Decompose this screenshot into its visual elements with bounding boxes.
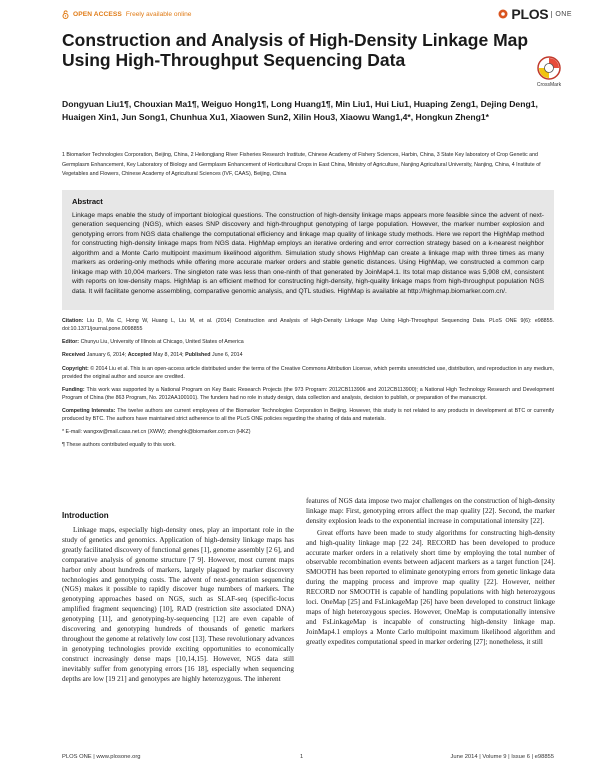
open-access-lock-icon — [62, 10, 69, 19]
intro-paragraph-1: Linkage maps, especially high-density ones, play an important role in the study of genetics and genomics. Application of high-density linkage maps has greatly facilitated discovery of functional genes [1], genome assembly [2 6], and comparative analysis of genome structure [7 9]. However, most current maps harbor only about hundreds of markers, largely plagued by marker discovery technologies and genotyping costs. The advent of next-generation sequencing (NGS) makes it possible to rapidly discover huge numbers of markers. The genotyping approaches based on NGS, such as SLAF-seq (specific-locus amplified fragment sequencing) [10], RAD (restriction site associated DNA) genotyping [11], and genotyping-by-sequencing [12] are even capable of discovering and genotyping hundreds of thousands of genetic markers throughout the genome at relatively low cost [13]. These revolutionary advances in genotyping technologies provide exciting opportunities to economically construct increasingly dense maps [10,14,15]. However, NGS data still inevitably suffer from genotyping errors [16 18], especially when sequencing depths are low [19 21] and genotypes are highly heterozygous. The inherent — [62, 526, 294, 683]
author-list: Dongyuan Liu1¶, Chouxian Ma1¶, Weiguo Hong1¶, Long Huang1¶, Min Liu1, Hui Liu1, Huaping Zeng1, Dejing Deng1, Huaigen Xin1, Jun Song1, Chunhua Xu1, Xiaowen Sun2, Xilin Hou3, Xiaowu Wang1,4*, Hongkun Zheng1* — [62, 99, 538, 122]
body-column-right — [306, 497, 555, 648]
competing-interests — [62, 407, 554, 423]
accepted-date: May 8, 2014; — [153, 352, 184, 359]
body-column-left — [62, 505, 294, 685]
crossmark-badge[interactable] — [530, 56, 568, 88]
editor — [62, 338, 554, 346]
received-label: Received — [62, 352, 86, 359]
page-footer — [62, 754, 554, 760]
affiliations: 1 Biomarker Technologies Corporation, Beijing, China, 2 Heilongjiang River Fisheries Research Institute, Chinese Academy of Fishery Sciences, Harbin, China, 3 State Key laboratory of Crop Genetic and Germplasm Enhancement, Key Laboratory of Biology and Germplasm Enhancement of Horticultural Crops in East China, Ministry of Agriculture, Nanjing Agricultural University, Nanjing, China, 4 Institute of Vegetables and Flowers, Chinese Academy of Agricultural Sciences (IVF, CAAS), Beijing, China — [62, 152, 541, 178]
published-date: June 6, 2014 — [211, 352, 243, 359]
abstract-heading: Abstract — [72, 197, 103, 206]
abstract-text: Linkage maps enable the study of important biological questions. The construction of high-density linkage maps appears more feasible since the advent of next-generation sequencing (NGS), which eases SNP discovery and high-throughput genotyping of large population. However, the marker number explosion and genotyping errors from NGS data challenge the computational efficiency and linkage map quality of linkage study methods. Here we report the HighMap method for constructing high-density linkage maps from NGS data. HighMap employs an iterative ordering and error correction strategy based on a k-nearest neighbor algorithm and a Monte Carlo multipoint maximum likelihood algorithm. Simulation study shows HighMap can create a linkage map with three times as many markers as ordering-only methods while offering more accurate marker orders and stable genetic distances. Using HighMap, we constructed a common carp linkage map with 10,004 markers. The singleton rate was less than one-ninth of that generated by JoinMap4.1. Its total map distance was 5,908 cM, consistent with reports on low-density maps. HighMap is an efficient method for constructing high-density, high-quality linkage maps from high-throughput population NGS data. It will facilitate genome assembling, comparative genomic analysis, and QTL studies. HighMap is available at http://highmap.biomarker.com.cn/. — [72, 212, 544, 295]
equal-contribution-note: ¶ These authors contributed equally to this work. — [62, 442, 176, 449]
competing-label: Competing Interests: — [62, 407, 116, 414]
abstract-box — [62, 190, 554, 310]
journal-name: PLOS — [511, 6, 549, 22]
open-access-label: OPEN ACCESS — [73, 11, 122, 18]
correspondence-email: * E-mail: wangxw@mail.caas.net.cn (XWW); zhenghk@biomarker.com.cn (HKZ) — [62, 429, 251, 436]
plos-logo-icon — [498, 9, 508, 19]
footer-journal: PLOS ONE | www.plosone.org — [62, 754, 141, 760]
open-access-badge — [62, 10, 191, 19]
editor-label: Editor: — [62, 339, 80, 346]
copyright-text: © 2014 Liu et al. This is an open-access article distributed under the terms of the Creative Commons Attribution License, which permits unrestricted use, distribution, and reproduction in any medium, provided the original author and source are credited. — [62, 365, 554, 380]
funding — [62, 386, 554, 402]
funding-label: Funding: — [62, 386, 85, 393]
published-label: Published — [185, 352, 211, 359]
article-title: Construction and Analysis of High-Density Linkage Map Using High-Throughput Sequencing Data — [62, 30, 529, 70]
competing-text: The twelve authors are current employees of the Biomarker Technologies Corporation in Beijing. However, this study is not related to any products in development at BTC or currently produced by BTC. The authors have maintained strict adherence to all the PLoS ONE policies regarding the sharing of data and materials. — [62, 407, 554, 422]
intro-paragraph-2: features of NGS data impose two major challenges on the construction of high-density linkage map: First, genotyping errors affect the map quality [22]. Second, the marker density explosion leads to the exponential increase in computational intensity [22]. — [306, 497, 555, 525]
citation — [62, 317, 554, 333]
editor-text: Chunyu Liu, University of Illinois at Chicago, United States of America — [80, 339, 244, 346]
funding-text: This work was supported by a National Program on Key Basic Research Projects (the 973 Program: 2012CB113906 and 2012CB113900); a National High Technology Research and Development Program of China (the 863 Program, No. 2012AA100101). The funders had no role in study design, data collection and analysis, decision to publish, or preparation of the manuscript. — [62, 386, 554, 401]
citation-text: Liu D, Ma C, Hong W, Huang L, Liu M, et al. (2014) Construction and Analysis of High-Density Linkage Map Using High-Throughput Sequencing Data. PLoS ONE 9(6): e98855. doi:10.1371/journal.pone.0098855 — [62, 318, 554, 332]
page-number: 1 — [300, 754, 304, 760]
dates — [62, 351, 554, 359]
citation-label: Citation: — [62, 318, 84, 324]
journal-logo — [498, 6, 572, 22]
footer-issue: June 2014 | Volume 9 | Issue 6 | e98855 — [450, 754, 554, 760]
received-date: January 6, 2014; — [86, 352, 127, 359]
article-metadata — [62, 317, 554, 455]
journal-sub: ONE — [551, 11, 572, 18]
intro-paragraph-3: Great efforts have been made to study algorithms for constructing high-density and high-quality linkage map [22 24]. RECORD has been developed to produce accurate marker orders in a relatively short time by employing the total number of observable recombination events between adjacent markers as a target function [24]. SMOOTH has been reported to eliminate genotyping errors from genetic linkage data during the mapping process and improve map quality [22]. However, neither RECORD nor SMOOTH is capable of handling populations with high heterozygous loci. OneMap [25] and FsLinkageMap [26] have been developed to construct linkage maps of high heterozygous species. However, OneMap is computationally intensive and FsLinkageMap is incapable of constructing high-density linkage map. JoinMap4.1 employs a Monte Carlo multipoint maximum likelihood algorithm and greatly expedites computational speed in marker ordering [27]; nonetheless, it still — [306, 528, 555, 646]
crossmark-label: CrossMark — [536, 82, 562, 88]
open-access-sub: Freely available online — [125, 11, 192, 18]
copyright — [62, 365, 554, 381]
copyright-label: Copyright: — [62, 365, 89, 372]
crossmark-icon — [537, 56, 561, 80]
introduction-heading: Introduction — [62, 511, 109, 520]
accepted-label: Accepted — [127, 352, 152, 359]
